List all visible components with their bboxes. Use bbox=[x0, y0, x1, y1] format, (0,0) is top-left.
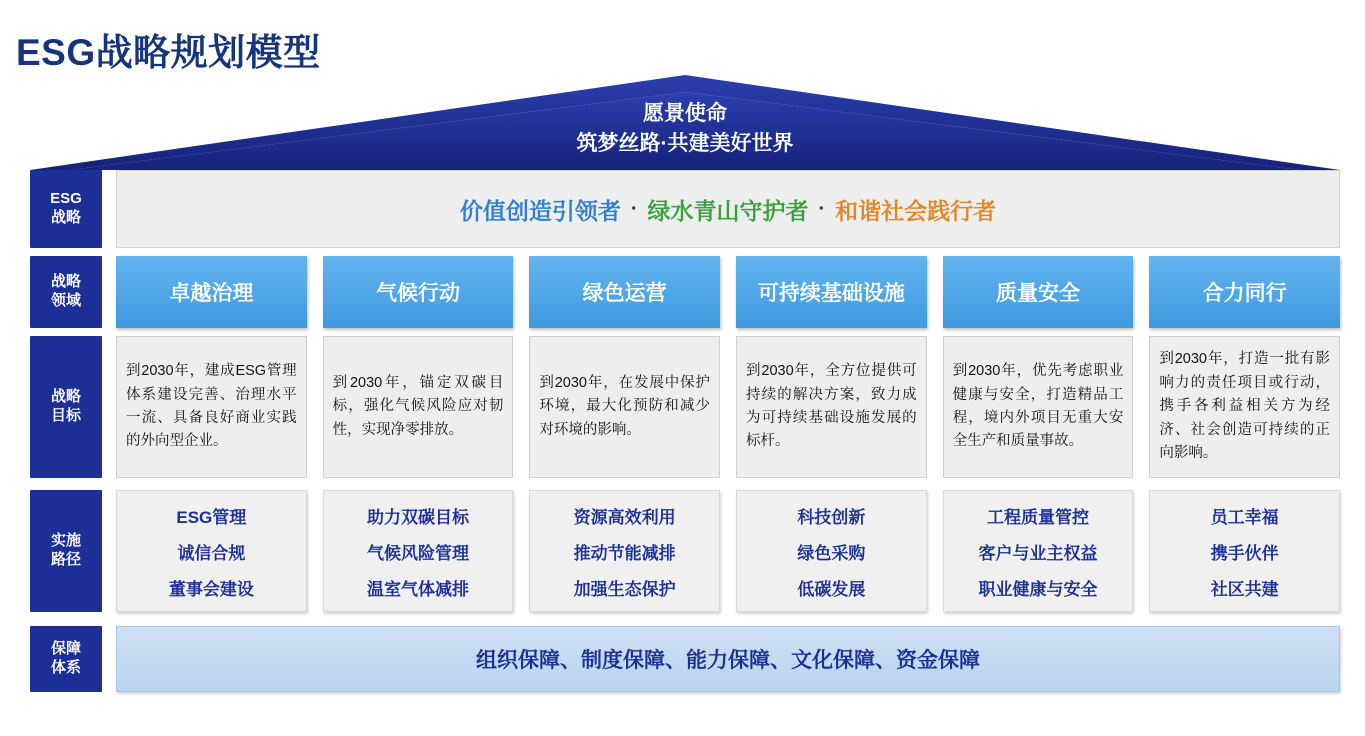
strategy-part-green: 绿水青山守护者 bbox=[647, 197, 809, 224]
path-item: 低碳发展 bbox=[797, 579, 866, 599]
row-label-line2: 领域 bbox=[50, 292, 81, 309]
path-item: 客户与业主权益 bbox=[978, 543, 1098, 563]
row-label-esg-strategy bbox=[30, 170, 102, 248]
path-card bbox=[323, 490, 514, 612]
strategy-part-social: 和谐社会践行者 bbox=[835, 197, 997, 224]
goal-card: 到2030年，打造一批有影响力的责任项目或行动，携手各利益相关方为经济、社会创造可持续的正向影响。 bbox=[1149, 336, 1340, 478]
page-title: ESG战略规划模型 bbox=[16, 32, 321, 73]
path-item: 助力双碳目标 bbox=[367, 507, 469, 527]
row-label-goals bbox=[30, 336, 102, 478]
domain-card[interactable]: 可持续基础设施 bbox=[736, 256, 927, 328]
path-item: 职业健康与安全 bbox=[978, 579, 1098, 599]
guarantee-band: 组织保障、制度保障、能力保障、文化保障、资金保障 bbox=[116, 626, 1340, 692]
path-item: 工程质量管控 bbox=[987, 507, 1090, 527]
path-item: 员工幸福 bbox=[1210, 507, 1279, 527]
row-label-path bbox=[30, 490, 102, 612]
esg-strategy-row bbox=[30, 170, 1340, 248]
row-label-line2: 体系 bbox=[50, 659, 81, 676]
path-item: 携手伙伴 bbox=[1210, 543, 1279, 563]
path-card bbox=[1149, 490, 1340, 612]
path-card bbox=[116, 490, 307, 612]
row-label-domains bbox=[30, 256, 102, 328]
path-item: 资源高效利用 bbox=[573, 507, 676, 527]
row-label-line2: 路径 bbox=[50, 551, 81, 568]
esg-strategy-band bbox=[116, 170, 1340, 248]
path-item: 诚信合规 bbox=[177, 543, 246, 563]
path-item: 董事会建设 bbox=[168, 579, 254, 599]
domain-card[interactable]: 合力同行 bbox=[1149, 256, 1340, 328]
domain-card[interactable]: 气候行动 bbox=[323, 256, 514, 328]
path-item: ESG管理 bbox=[176, 507, 247, 527]
implementation-path-row bbox=[30, 490, 1340, 612]
vision-roof bbox=[30, 75, 1340, 170]
path-item: 绿色采购 bbox=[797, 543, 866, 563]
strategy-separator-1: · bbox=[630, 197, 638, 220]
goal-card: 到2030年，锚定双碳目标，强化气候风险应对韧性，实现净零排放。 bbox=[323, 336, 514, 478]
vision-title: 愿景使命 bbox=[643, 102, 727, 125]
goal-card: 到2030年，全方位提供可持续的解决方案，致力成为可持续基础设施发展的标杆。 bbox=[736, 336, 927, 478]
path-item: 推动节能减排 bbox=[573, 543, 676, 563]
strategy-part-value: 价值创造引领者 bbox=[459, 197, 621, 224]
row-label-line2: 目标 bbox=[50, 407, 81, 424]
row-label-line1: 战略 bbox=[50, 273, 81, 291]
path-item: 气候风险管理 bbox=[367, 543, 469, 563]
path-item: 社区共建 bbox=[1210, 579, 1279, 599]
domain-card[interactable]: 卓越治理 bbox=[116, 256, 307, 328]
guarantee-system-row bbox=[30, 626, 1340, 692]
path-card bbox=[736, 490, 927, 612]
row-label-line1: 保障 bbox=[50, 640, 81, 658]
goal-card: 到2030年，在发展中保护环境，最大化预防和减少对环境的影响。 bbox=[529, 336, 720, 478]
strategy-domains-row bbox=[30, 256, 1340, 328]
row-label-line2: 战略 bbox=[50, 209, 81, 226]
row-label-base bbox=[30, 626, 102, 692]
path-item: 温室气体减排 bbox=[367, 579, 469, 599]
domain-card[interactable]: 绿色运营 bbox=[529, 256, 720, 328]
domain-card[interactable]: 质量安全 bbox=[943, 256, 1134, 328]
goal-card: 到2030年，优先考虑职业健康与安全，打造精品工程，境内外项目无重大安全生产和质量事故。 bbox=[943, 336, 1134, 478]
goal-card: 到2030年，建成ESG管理体系建设完善、治理水平一流、具备良好商业实践的外向型企业。 bbox=[116, 336, 307, 478]
row-label-line1: 战略 bbox=[50, 388, 81, 406]
row-label-line1: 实施 bbox=[50, 532, 81, 550]
strategy-goals-row bbox=[30, 336, 1340, 478]
vision-slogan: 筑梦丝路·共建美好世界 bbox=[576, 132, 794, 156]
path-card bbox=[943, 490, 1134, 612]
row-label-line1: ESG bbox=[50, 190, 82, 208]
path-item: 加强生态保护 bbox=[573, 579, 676, 599]
path-item: 科技创新 bbox=[797, 507, 866, 527]
path-card bbox=[529, 490, 720, 612]
strategy-separator-2: · bbox=[818, 197, 826, 220]
